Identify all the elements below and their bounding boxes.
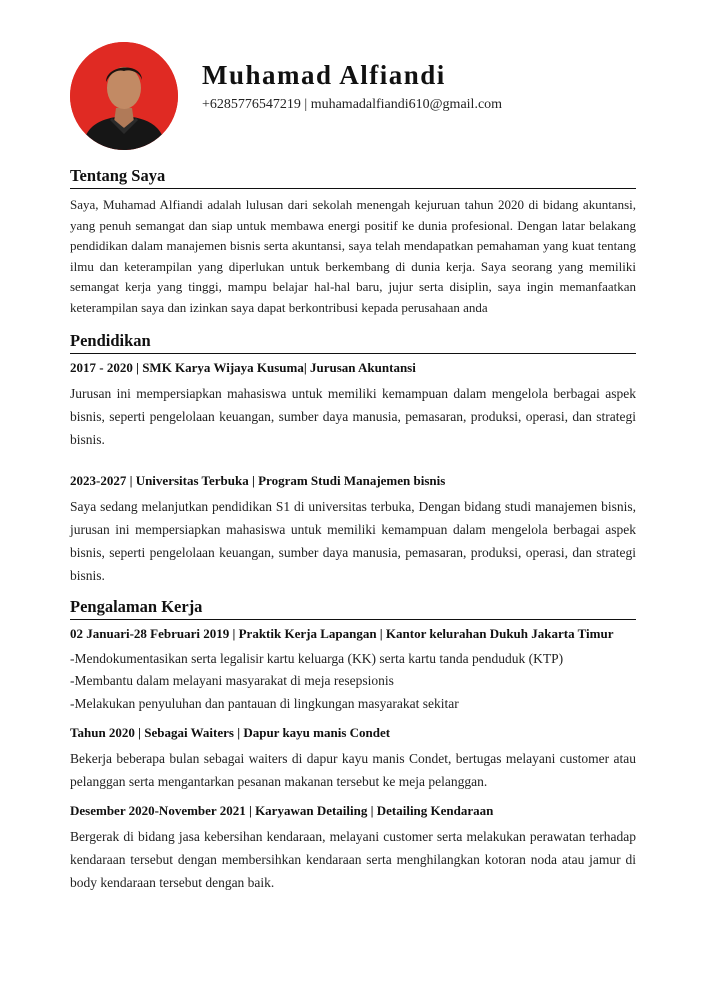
section-title-experience: Pengalaman Kerja xyxy=(70,597,636,620)
experience-bullet-list xyxy=(70,648,636,716)
about-section xyxy=(70,166,636,319)
person-name: Muhamad Alfiandi xyxy=(202,60,446,90)
experience-entry xyxy=(70,626,636,716)
education-entry-heading: 2023-2027 | Universitas Terbuka | Program Studi Manajemen bisnis xyxy=(70,472,446,488)
person-portrait-icon xyxy=(70,42,178,150)
experience-entry-text: Bekerja beberapa bulan sebagai waiters di dapur kayu manis Condet, bertugas melayani customer atau pelanggan serta mengantarkan pesanan makanan tersebut ke meja pelanggan. xyxy=(70,751,636,790)
experience-entry-heading: 02 Januari-28 Februari 2019 | Praktik Kerja Lapangan | Kantor kelurahan Dukuh Jakarta Timur xyxy=(70,625,614,641)
education-entry xyxy=(70,473,636,587)
experience-entry xyxy=(70,803,636,894)
list-item: -Membantu dalam melayani masyarakat di meja resepsionis xyxy=(70,673,394,689)
education-entry-text: Saya sedang melanjutkan pendidikan S1 di universitas terbuka, Dengan bidang studi manajemen bisnis, jurusan ini mempersiapkan mahasiswa untuk memiliki kemampuan dalam mengelola berbagai aspek bisnis, seperti pengelolaan keuangan, sumber daya manusia, pemasaran, produksi, operasi, dan strategi bisnis. xyxy=(70,498,636,583)
education-entry xyxy=(70,360,636,451)
about-text: Saya, Muhamad Alfiandi adalah lulusan dari sekolah menengah kejuruan tahun 2020 di bidang akuntansi, yang penuh semangat dan siap untuk membawa energi positif ke dunia profesional. Dengan latar belakang pendidikan dalam manajemen bisnis serta akuntansi, saya telah mendapatkan pemahaman yang kuat tentang ilmu dan keterampilan yang diperlukan untuk berkembang di dunia kerja. Saya seorang yang memiliki semangat kerja yang tinggi, mampu belajar hal-hal baru, jujur serta disiplin, saya ingin memanfaatkan keterampilan saya dan izinkan saya dapat berkontribusi kepada perusahaan anda xyxy=(70,197,636,315)
section-title-education: Pendidikan xyxy=(70,331,636,354)
experience-entry xyxy=(70,725,636,793)
experience-section xyxy=(70,597,636,895)
education-entry-heading: 2017 - 2020 | SMK Karya Wijaya Kusuma| Jurusan Akuntansi xyxy=(70,359,416,375)
list-item: -Melakukan penyuluhan dan pantauan di lingkungan masyarakat sekitar xyxy=(70,695,459,711)
list-item: -Mendokumentasikan serta legalisir kartu keluarga (KK) serta kartu tanda penduduk (KTP) xyxy=(70,650,564,666)
profile-photo xyxy=(70,42,178,150)
resume-body xyxy=(70,166,636,904)
contact-info: +6285776547219 | muhamadalfiandi610@gmail.com xyxy=(202,97,503,112)
education-section xyxy=(70,331,636,587)
resume-header xyxy=(70,40,640,152)
education-entry-text: Jurusan ini mempersiapkan mahasiswa untuk memiliki kemampuan dalam mengelola berbagai aspek bisnis, seperti pengelolaan keuangan, sumber daya manusia, pemasaran, produksi, operasi, dan strategi bisnis. xyxy=(70,385,636,447)
section-title-about: Tentang Saya xyxy=(70,166,636,189)
experience-entry-text: Bergerak di bidang jasa kebersihan kendaraan, melayani customer serta melakukan perawatan terhadap kendaraan tersebut dengan membersihkan kendaraan serta menghilangkan kotoran noda atau jamur di body kendaraan tersebut dengan baik. xyxy=(70,829,636,891)
experience-entry-heading: Tahun 2020 | Sebagai Waiters | Dapur kayu manis Condet xyxy=(70,725,391,741)
experience-entry-heading: Desember 2020-November 2021 | Karyawan Detailing | Detailing Kendaraan xyxy=(70,803,494,819)
